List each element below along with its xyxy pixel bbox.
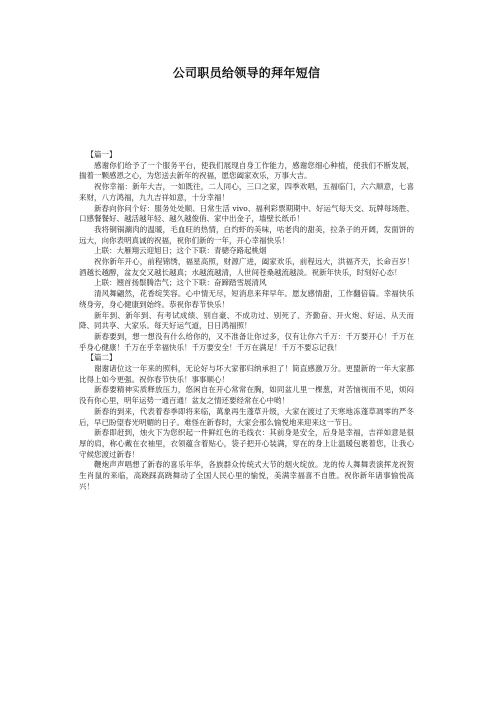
paragraph: 新春要到，想一想没有什么给你的，又不准备让你过多，仅有让你六千万：千万要开心！千万在乎身心健康！千万在乎幸福快乐！千万要安全！千万在满足！千万不要忘记我！: [79, 331, 414, 352]
paragraph: 祝你新年开心，前程锦绣，福星高照，财源广进，阖家欢乐，前程远大，洪福齐天，长命百岁！酒越长越醇，盆友交又越长越真；水越流越清，人世间苍桑越流越淡。祝新年快乐，时刻好心态！: [79, 257, 414, 277]
paragraph: 新春的到来，代表着春季即将来临，萬象再生蓬草升级，大家在渡过了天寒地冻蓬草凋零的严冬后，早已盼望春光明媚的日子。难怪在新春时，大家会那么愉悦地来迎来这一节日。: [79, 406, 414, 427]
couplet-line: 上联：大雁翔云迎旭日；这个下联：青骢夺路起桃烟: [94, 246, 267, 256]
document-title: 公司职员给领导的拜年短信: [172, 66, 321, 80]
paragraph: 谢谢诸位这一年来的照料，无论好与坏大家都归纳承担了！简直感激万分。更盟新的一年大家都比得上如今更强。祝你春节快乐！事事顺心！: [79, 364, 414, 384]
paragraph: 祝你幸福：新年大吉，一如既往，二人同心，三口之家，四季欢唱，五福临门，六六顺意，七喜来财，八方鸿福，九九吉祥如意，十分幸福！: [79, 182, 414, 202]
paragraph: 感谢你们给予了一个服务平台，使我们展现自身工作能力，感谢您细心种植，使我们不断发展，揣着一颗感恩之心，为您送去新年的祝福，愿您阖家欢乐，万事大吉。: [79, 160, 414, 181]
paragraph: 鞭炮声声唱想了新春的喜乐年华，各族群众传统式大节的烟火绽放。龙的传人舞舞表演挥龙祝贺生肖鼠的来临，高跷踩高跷舞动了全国人民心里的愉悦，美满幸福喜不自胜。祝你新年诸事愉悦高兴！: [79, 460, 414, 491]
paragraph: 新年到、新年到、有考试成绩、别自豪、不成功过、别死了、齐勤奋、开火炮、好运、从天而降、同共享、大家乐。每天好运气道，日日鸿福照！: [79, 310, 414, 331]
section-heading-1: 【篇一】: [86, 150, 117, 159]
paragraph: 我将铜锅涮肉的温暖，毛血旺的热情，白灼虾的美味，咕老肉的甜美，拉条子的开阔，发面饼的远大，向你表明真诚的祝福，祝你们新的一年，开心幸福快乐！: [79, 224, 414, 245]
paragraph: 新春即赶到，烛火下为您织起一件鲜红色的毛线衣：其前身是安全，后身是幸福，吉祥如意是很厚的肩，称心戴在衣袖里，衣领蕴含着贴心，袋子把开心装满，穿在的身上让温暖包裹着您，让我心守候您渡过新春！: [79, 428, 414, 459]
section-heading-2: 【篇二】: [86, 353, 117, 363]
document-body: [79, 150, 414, 493]
paragraph: 清风舞翩然，花香绽笑容。心中情无尽，短消息来拜早年。愿友感情甜，工作翻倍篇。幸福快乐绕身旁，身心健康到始终。恭祝你春节快乐！: [79, 289, 414, 309]
paragraph: 新春要精神实质释放压力，悠闲自在开心常常在胸，如同盆儿里一棵葱，对苦恼视而不见，烦闷没有你心里，明年运势一通百通！盆友之情还要经常在心中哟！: [79, 385, 414, 406]
couplet-line: 上联：翘首扬鬃腾浩气；这个下联：奋蹄踏雪展清风: [94, 278, 267, 288]
paragraph: 新春向你问个好：服务处处顺、日常生活 vivo、福利彩票期期中、好运气每天交、玩牌每场胜、口感餐餐好、越活越年轻、越久越俊俏、家中出金子，墙壁长纸币！: [79, 203, 414, 224]
